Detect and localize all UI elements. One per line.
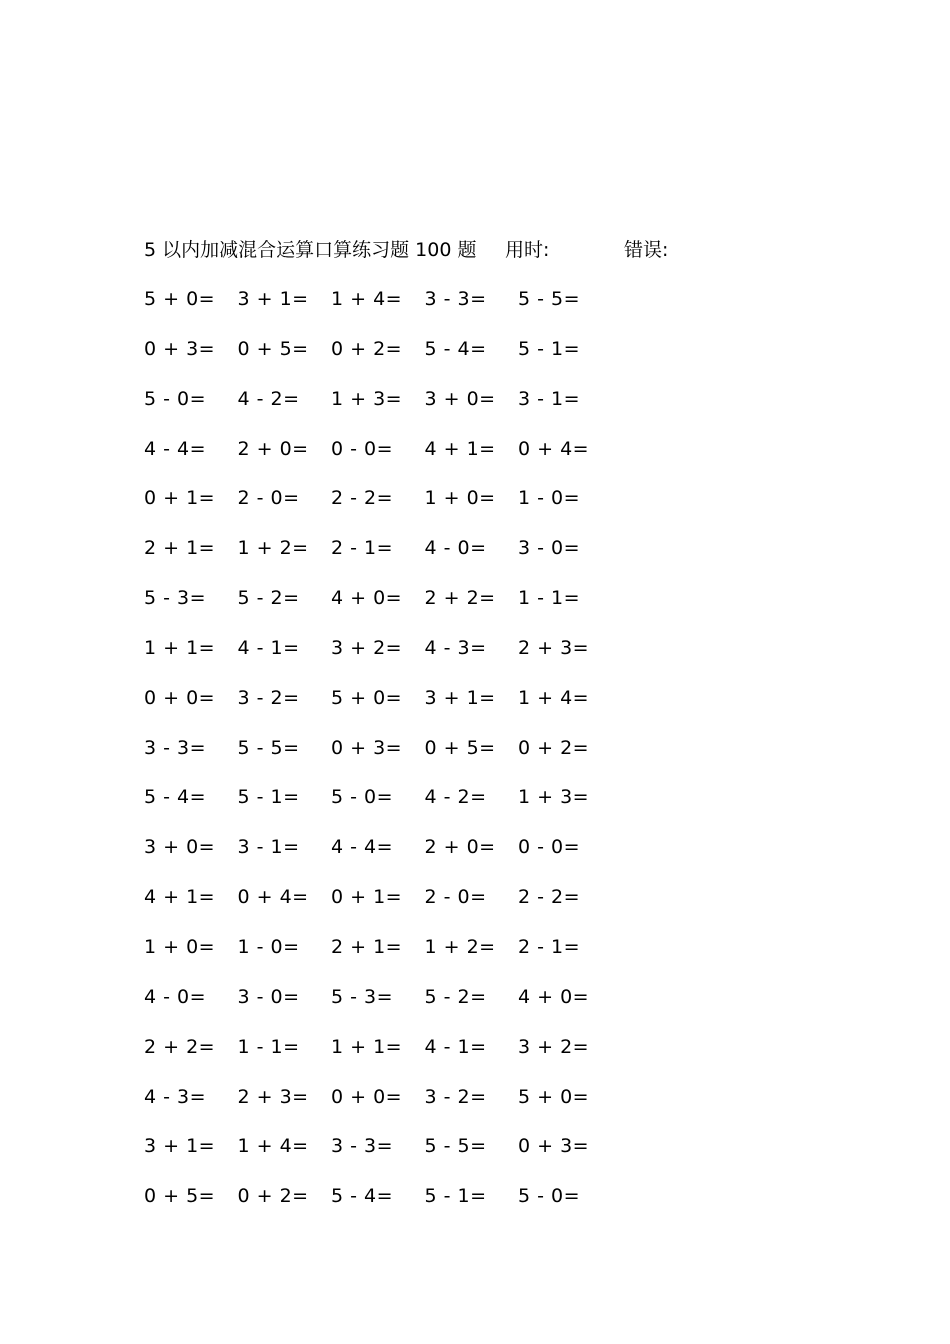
errors-label: 错误: (624, 239, 669, 261)
arithmetic-problem: 0 + 2= (331, 337, 403, 360)
arithmetic-problem: 2 - 1= (518, 935, 581, 958)
arithmetic-problem: 3 + 2= (518, 1035, 590, 1058)
arithmetic-problem: 1 + 0= (144, 935, 216, 958)
arithmetic-problem: 1 + 3= (331, 387, 403, 410)
arithmetic-problem: 4 + 0= (331, 587, 403, 610)
worksheet-title: 5 以内加减混合运算口算练习题 100 题 (144, 239, 477, 261)
arithmetic-problem: 2 - 2= (331, 487, 394, 510)
arithmetic-problem: 0 + 5= (424, 736, 496, 759)
arithmetic-problem: 0 + 2= (237, 1185, 309, 1208)
arithmetic-problem: 5 - 1= (424, 1185, 487, 1208)
arithmetic-problem: 2 + 0= (237, 437, 309, 460)
arithmetic-problem: 1 + 2= (424, 935, 496, 958)
arithmetic-problem: 1 - 1= (237, 1035, 300, 1058)
arithmetic-problem: 0 + 3= (144, 337, 216, 360)
arithmetic-problem: 3 - 3= (424, 288, 487, 310)
arithmetic-problem: 0 + 3= (331, 736, 403, 759)
arithmetic-problem: 2 + 3= (237, 1085, 309, 1108)
arithmetic-problem: 2 + 3= (518, 636, 590, 659)
arithmetic-problem: 4 - 4= (144, 437, 207, 460)
arithmetic-problem: 5 - 4= (144, 786, 207, 809)
arithmetic-problem: 3 + 0= (424, 387, 496, 410)
arithmetic-problem: 3 + 2= (331, 636, 403, 659)
arithmetic-problem: 4 + 1= (144, 886, 216, 909)
arithmetic-problem: 0 - 0= (518, 836, 581, 859)
arithmetic-problem: 2 + 2= (144, 1035, 216, 1058)
arithmetic-problem: 5 - 2= (424, 985, 487, 1008)
arithmetic-problem: 4 + 1= (424, 437, 496, 460)
arithmetic-problem: 4 - 3= (144, 1085, 207, 1108)
arithmetic-problem: 3 - 0= (237, 985, 300, 1008)
arithmetic-problem: 2 - 0= (237, 487, 300, 510)
arithmetic-problem: 0 + 0= (144, 686, 216, 709)
arithmetic-problem: 4 - 2= (424, 786, 487, 809)
arithmetic-problem: 0 + 5= (237, 337, 309, 360)
arithmetic-problem: 5 - 5= (518, 288, 581, 310)
arithmetic-problem: 5 - 1= (518, 337, 581, 360)
arithmetic-problem: 3 - 2= (237, 686, 300, 709)
arithmetic-problem: 5 - 3= (144, 587, 207, 610)
arithmetic-problem: 1 + 0= (424, 487, 496, 510)
arithmetic-problem: 5 - 4= (331, 1185, 394, 1208)
arithmetic-problem: 2 + 0= (424, 836, 496, 859)
arithmetic-problem: 4 - 1= (237, 636, 300, 659)
arithmetic-problem: 5 + 0= (144, 288, 216, 310)
arithmetic-problem: 0 + 1= (331, 886, 403, 909)
arithmetic-problem: 1 - 0= (518, 487, 581, 510)
arithmetic-problem: 4 - 0= (144, 985, 207, 1008)
arithmetic-problem: 2 + 1= (331, 935, 403, 958)
arithmetic-problem: 3 - 2= (424, 1085, 487, 1108)
arithmetic-problem: 5 - 5= (424, 1135, 487, 1158)
arithmetic-problem: 1 - 0= (237, 935, 300, 958)
arithmetic-problem: 3 - 3= (144, 736, 207, 759)
arithmetic-problem: 0 + 4= (237, 886, 309, 909)
arithmetic-problem: 3 - 1= (237, 836, 300, 859)
arithmetic-problem: 0 - 0= (331, 437, 394, 460)
arithmetic-problem: 2 - 1= (331, 537, 394, 560)
arithmetic-problem: 5 - 0= (144, 387, 207, 410)
arithmetic-problem: 2 - 0= (424, 886, 487, 909)
arithmetic-problem: 5 + 0= (518, 1085, 590, 1108)
arithmetic-problem: 1 + 1= (331, 1035, 403, 1058)
arithmetic-problem: 3 + 1= (144, 1135, 216, 1158)
arithmetic-problem: 5 - 4= (424, 337, 487, 360)
arithmetic-problem: 4 - 1= (424, 1035, 487, 1058)
arithmetic-problem: 4 - 2= (237, 387, 300, 410)
arithmetic-problem: 5 - 3= (331, 985, 394, 1008)
arithmetic-problem: 5 - 0= (331, 786, 394, 809)
arithmetic-problem: 2 - 2= (518, 886, 581, 909)
arithmetic-problem: 1 + 1= (144, 636, 216, 659)
arithmetic-problem: 2 + 1= (144, 537, 216, 560)
arithmetic-problem: 1 + 4= (237, 1135, 309, 1158)
arithmetic-problem: 4 - 4= (331, 836, 394, 859)
arithmetic-problem: 3 + 0= (144, 836, 216, 859)
arithmetic-problem: 1 + 4= (331, 288, 403, 310)
arithmetic-problem: 5 - 5= (237, 736, 300, 759)
arithmetic-problem: 2 + 2= (424, 587, 496, 610)
arithmetic-problem: 1 + 3= (518, 786, 590, 809)
arithmetic-problem: 1 + 2= (237, 537, 309, 560)
arithmetic-problem: 3 - 1= (518, 387, 581, 410)
arithmetic-problem: 1 + 4= (518, 686, 590, 709)
arithmetic-problem: 0 + 2= (518, 736, 590, 759)
arithmetic-problem: 0 + 1= (144, 487, 216, 510)
arithmetic-problem: 0 + 0= (331, 1085, 403, 1108)
arithmetic-problem: 5 - 2= (237, 587, 300, 610)
arithmetic-problem: 1 - 1= (518, 587, 581, 610)
arithmetic-problem: 4 + 0= (518, 985, 590, 1008)
arithmetic-problem: 3 + 1= (424, 686, 496, 709)
arithmetic-problem: 5 - 1= (237, 786, 300, 809)
arithmetic-problem: 5 - 0= (518, 1185, 581, 1208)
arithmetic-problem: 4 - 3= (424, 636, 487, 659)
arithmetic-problem: 5 + 0= (331, 686, 403, 709)
arithmetic-problem: 3 - 0= (518, 537, 581, 560)
arithmetic-problem: 0 + 5= (144, 1185, 216, 1208)
time-used-label: 用时: (505, 239, 550, 261)
arithmetic-problem: 3 - 3= (331, 1135, 394, 1158)
arithmetic-problem: 0 + 4= (518, 437, 590, 460)
arithmetic-problem: 4 - 0= (424, 537, 487, 560)
arithmetic-problem: 0 + 3= (518, 1135, 590, 1158)
arithmetic-problem: 3 + 1= (237, 288, 309, 310)
